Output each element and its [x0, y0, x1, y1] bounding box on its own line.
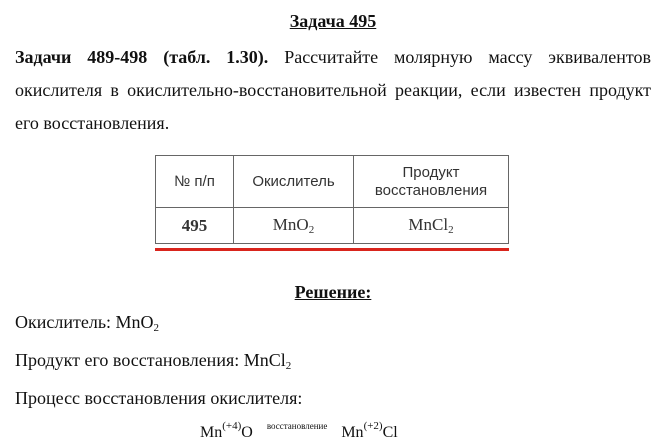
table-underline — [155, 248, 509, 251]
problem-title: Задача 495 — [289, 11, 377, 31]
reduction-equation: $Mn^{(+4)}O$ $^{восстановление}$ $Mn^{(+2)}Cl$ — [200, 420, 398, 441]
header-number: № п/п — [156, 156, 234, 208]
product-line: Продукт его восстановления: MnCl$_2$ — [15, 350, 292, 372]
task-text: Рассчитайте молярную массу эквивалентов окислителя в окислительно-восстановительной реакции, если известен продукт его восстановления. — [15, 47, 651, 133]
header-oxidizer: Окислитель — [234, 156, 354, 208]
data-table — [155, 155, 509, 244]
row-oxidizer: MnO$_2$ — [234, 208, 354, 244]
solution-title: Решение: — [294, 282, 372, 302]
row-number: 495 — [156, 208, 234, 244]
oxidizer-line: Окислитель: MnO$_2$ — [15, 312, 160, 334]
table-row — [156, 208, 509, 244]
header-product — [354, 156, 509, 208]
row-product: MnCl$_2$ — [354, 208, 509, 244]
problem-statement — [15, 41, 651, 140]
arrow-label: восстановление — [266, 421, 328, 431]
process-line: Процесс восстановления окислителя: — [15, 388, 303, 408]
header-product-text: Продукт восстановления — [374, 163, 488, 199]
task-reference: Задачи 489-498 (табл. 1.30). — [15, 47, 269, 67]
table-header-row — [156, 156, 509, 208]
